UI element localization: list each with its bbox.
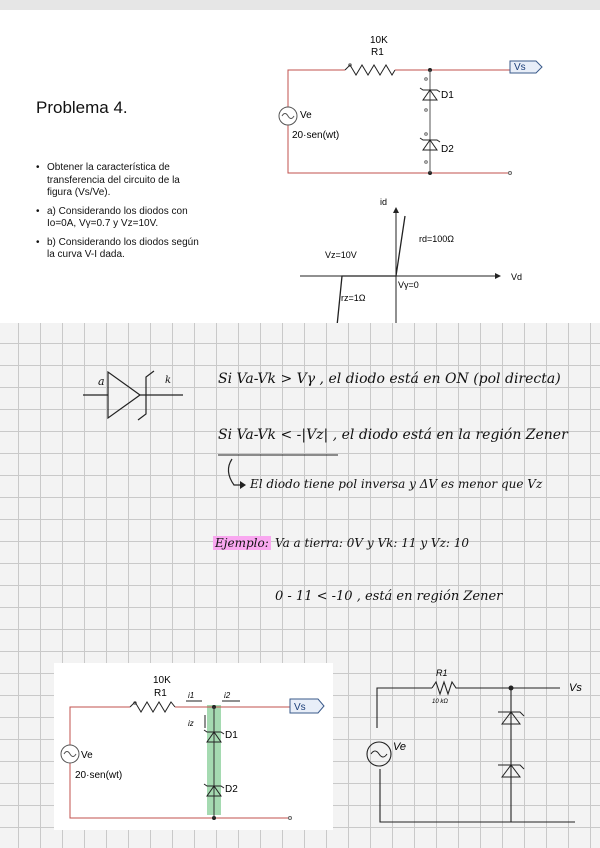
note-line-2: Si Va-Vk < -|Vz| , el diodo está en la región Zener (218, 427, 568, 443)
resistor-symbol (130, 702, 175, 712)
y-axis-label: id (380, 197, 388, 207)
d2-label: D2 (441, 144, 454, 155)
sketch-r-value: 10 kΩ (432, 699, 448, 705)
example-tag: Ejemplo: (215, 536, 269, 550)
rd-label: rd=100Ω (419, 234, 455, 244)
vi-curve-graph (295, 190, 535, 330)
page-title: Problema 4. (36, 98, 128, 117)
vi-characteristic (337, 216, 405, 326)
d1-label: D1 (225, 730, 238, 741)
bullet-item: • Obtener la característica de transferencia del circuito de la figura (Vs/Ve). (36, 162, 206, 200)
current-i2-label: i2 (224, 691, 231, 700)
vgamma-label: Vγ=0 (398, 280, 419, 290)
slide-panel (0, 0, 600, 323)
sketch-ve-label: Ve (393, 741, 407, 753)
d1-label: D1 (441, 90, 454, 101)
rz-label: rz=1Ω (341, 293, 366, 303)
notes-grid (0, 323, 600, 848)
x-axis-label: Vd (511, 272, 523, 282)
ve-label: Ve (81, 750, 93, 761)
note-line-1: Si Va-Vk > Vγ , el diodo está en ON (pol directa) (218, 371, 561, 387)
circuit-diagram (270, 28, 590, 188)
cathode-label: k (165, 375, 172, 386)
current-iz-label: iz (188, 719, 194, 728)
note-arrow (210, 449, 510, 499)
d2-label: D2 (225, 784, 238, 795)
bullet-item: • a) Considerando los diodos con Io=0A, Vγ=0.7 y Vz=10V. (36, 206, 206, 231)
annotated-circuit-box (54, 663, 333, 830)
ve-label: Ve (300, 110, 312, 121)
note-line-5: 0 - 11 < -10 , está en región Zener (275, 589, 503, 604)
annotated-circuit (54, 663, 333, 830)
sketch-r-label: R1 (436, 668, 448, 678)
diode-sketch (80, 363, 190, 428)
sketch-vs-label: Vs (569, 682, 582, 694)
resistor-name: R1 (154, 688, 167, 699)
resistor-symbol (345, 65, 395, 75)
example-text: Va a tierra: 0V y Vk: 11 y Vz: 10 (275, 536, 470, 550)
vz-label: Vz=10V (325, 250, 357, 260)
source-expression: 20·sen(wt) (292, 130, 340, 141)
vs-label: Vs (294, 702, 306, 713)
problem-bullets (36, 162, 206, 268)
anode-label: a (98, 375, 105, 388)
resistor-value: 10K (153, 675, 171, 686)
bullet-item: • b) Considerando los diodos según la curva V-I dada. (36, 237, 206, 262)
hand-sketch-circuit (355, 656, 600, 836)
source-expression: 20·sen(wt) (75, 770, 123, 781)
resistor-value: 10K (370, 35, 388, 46)
note-line-3: El diodo tiene pol inversa y ΔV es menor que Vz (250, 477, 543, 491)
resistor-name: R1 (371, 47, 384, 58)
vs-label: Vs (514, 62, 526, 73)
current-i1-label: i1 (188, 691, 195, 700)
